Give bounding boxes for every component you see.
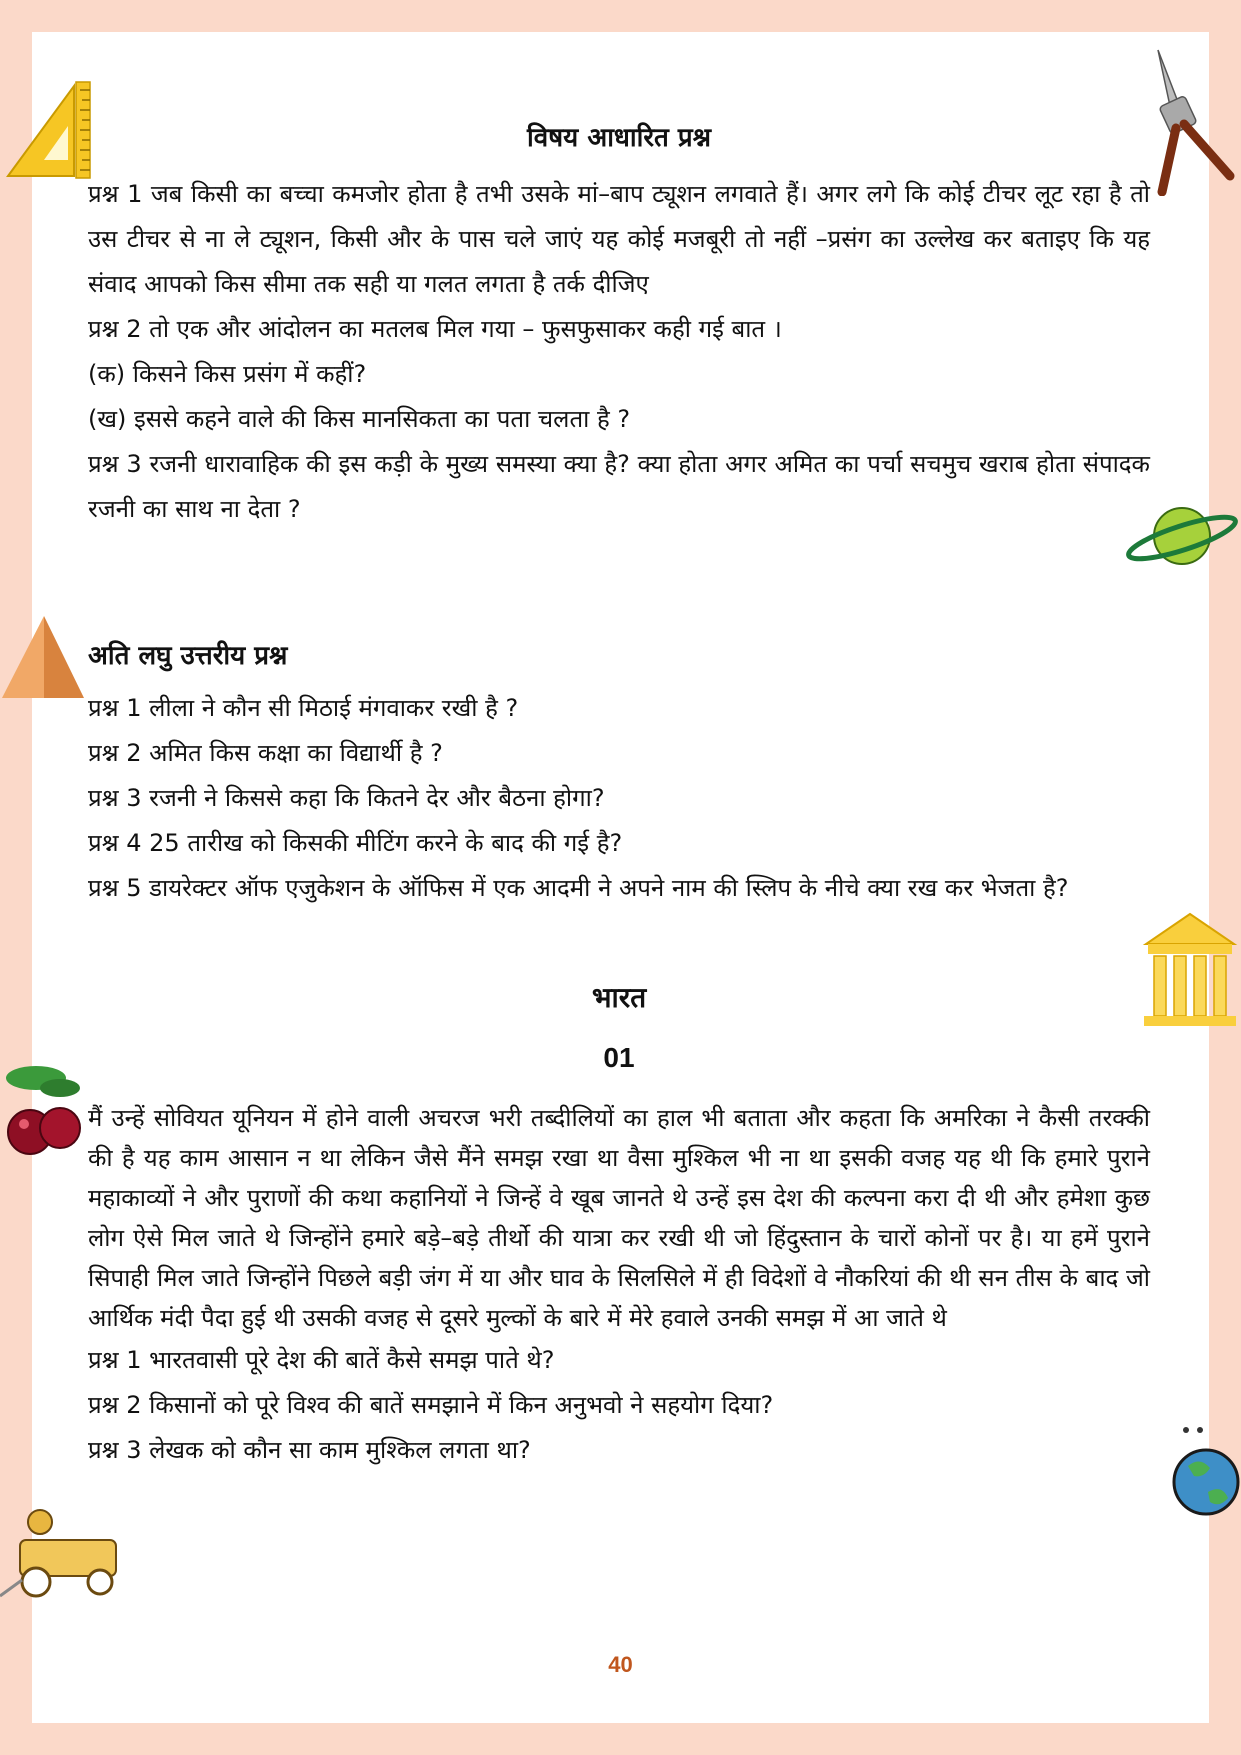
question-2b: (ख) इससे कहने वाले की किस मानसिकता का पता चलता है ? (88, 405, 631, 433)
question-3: प्रश्न 3 रजनी धारावाहिक की इस कड़ी के मुख्य समस्या क्या है? क्या होता अगर अमित का पर्चा सचमुच खराब होता संपादक रजनी का साथ ना देता ? (88, 450, 1150, 523)
temple-icon (1142, 910, 1238, 1030)
section3-body (88, 1098, 1150, 1473)
passage-text: मैं उन्हें सोवियत यूनियन में होने वाली अचरज भरी तब्दीलियों का हाल भी बताता और कहता कि अमरिका ने कैसी तरक्की की है यह काम आसान न था लेकिन जैसे मैंने समझ रखा था वैसा मुश्किल भी ना था इसकी वजह यह थी कि हमारे पुराने महाकाव्यों ने और पुराणों की कथा कहानियों ने जिन्हें वे खूब जानते थे उन्हें इस देश की कल्पना करा दी थी और हमेशा कुछ लोग ऐसे मिल जाते थे जिन्होंने हमारे बड़े–बड़े तीर्थो की यात्रा कर रखी थी जो हिंदुस्तान के चारों कोनों पर है। या हमें पुराने सिपाही मिल जाते जिन्होंने पिछले बड़ी जंग में या और घाव के सिलसिले में ही विदेशों वे नौकरियां की थी सन तीस के बाद जो आर्थिक मंदी पैदा हुई थी उसकी वजह से दूसरे मुल्कों के बारे में मेरे हवाले उनकी समझ में आ जाते थे (88, 1104, 1150, 1332)
passage-question-2: प्रश्न 2 किसानों को पूरे विश्व की बातें समझाने में किन अनुभवो ने सहयोग दिया? (88, 1391, 774, 1419)
passage-question-3: प्रश्न 3 लेखक को कौन सा काम मुश्किल लगता था? (88, 1436, 531, 1464)
pyramid-icon (0, 612, 86, 702)
tool-icon (1150, 46, 1240, 196)
set-square-icon (4, 80, 96, 180)
passage-question-1: प्रश्न 1 भारतवासी पूरे देश की बातें कैसे समझ पाते थे? (88, 1346, 555, 1374)
section-heading-bharat: भारत (591, 981, 647, 1014)
question-2a: (क) किसने किस प्रसंग में कहीं? (88, 360, 367, 388)
page-number: 40 (608, 1652, 633, 1677)
short-question-5: प्रश्न 5 डायरेक्टर ऑफ एजुकेशन के ऑफिस में एक आदमी ने अपने नाम की स्लिप के नीचे क्या रख कर भेजता है? (88, 874, 1069, 902)
section1-questions (88, 172, 1150, 532)
section-heading-subject-questions: विषय आधारित प्रश्न (526, 123, 712, 153)
cherry-icon (2, 1060, 86, 1170)
short-question-3: प्रश्न 3 रजनी ने किससे कहा कि कितने देर और बैठना होगा? (88, 784, 605, 812)
cart-icon (0, 1500, 130, 1600)
globe-icon (1166, 1420, 1241, 1520)
short-question-2: प्रश्न 2 अमित किस कक्षा का विद्यार्थी है ? (88, 739, 443, 767)
section-heading-very-short-questions: अति लघु उत्तरीय प्रश्न (88, 641, 288, 671)
section2-questions (88, 686, 1150, 911)
short-question-1: प्रश्न 1 लीला ने कौन सी मिठाई मंगवाकर रखी है ? (88, 694, 519, 722)
short-question-4: प्रश्न 4 25 तारीख को किसकी मीटिंग करने के बाद की गई है? (88, 829, 623, 857)
question-1: प्रश्न 1 जब किसी का बच्चा कमजोर होता है तभी उसके मां–बाप ट्यूशन लगवाते हैं। अगर लगे कि कोई टीचर लूट रहा है तो उस टीचर से ना ले ट्यूशन, किसी और के पास चले जाएं यह कोई मजबूरी तो नहीं –प्रसंग का उल्लेख कर बताइए कि यह संवाद आपको किस सीमा तक सही या गलत लगता है तर्क दीजिए (88, 180, 1150, 298)
passage-number: 01 (603, 1042, 635, 1073)
question-2: प्रश्न 2 तो एक और आंदोलन का मतलब मिल गया – फुसफुसाकर कही गई बात । (88, 315, 782, 343)
